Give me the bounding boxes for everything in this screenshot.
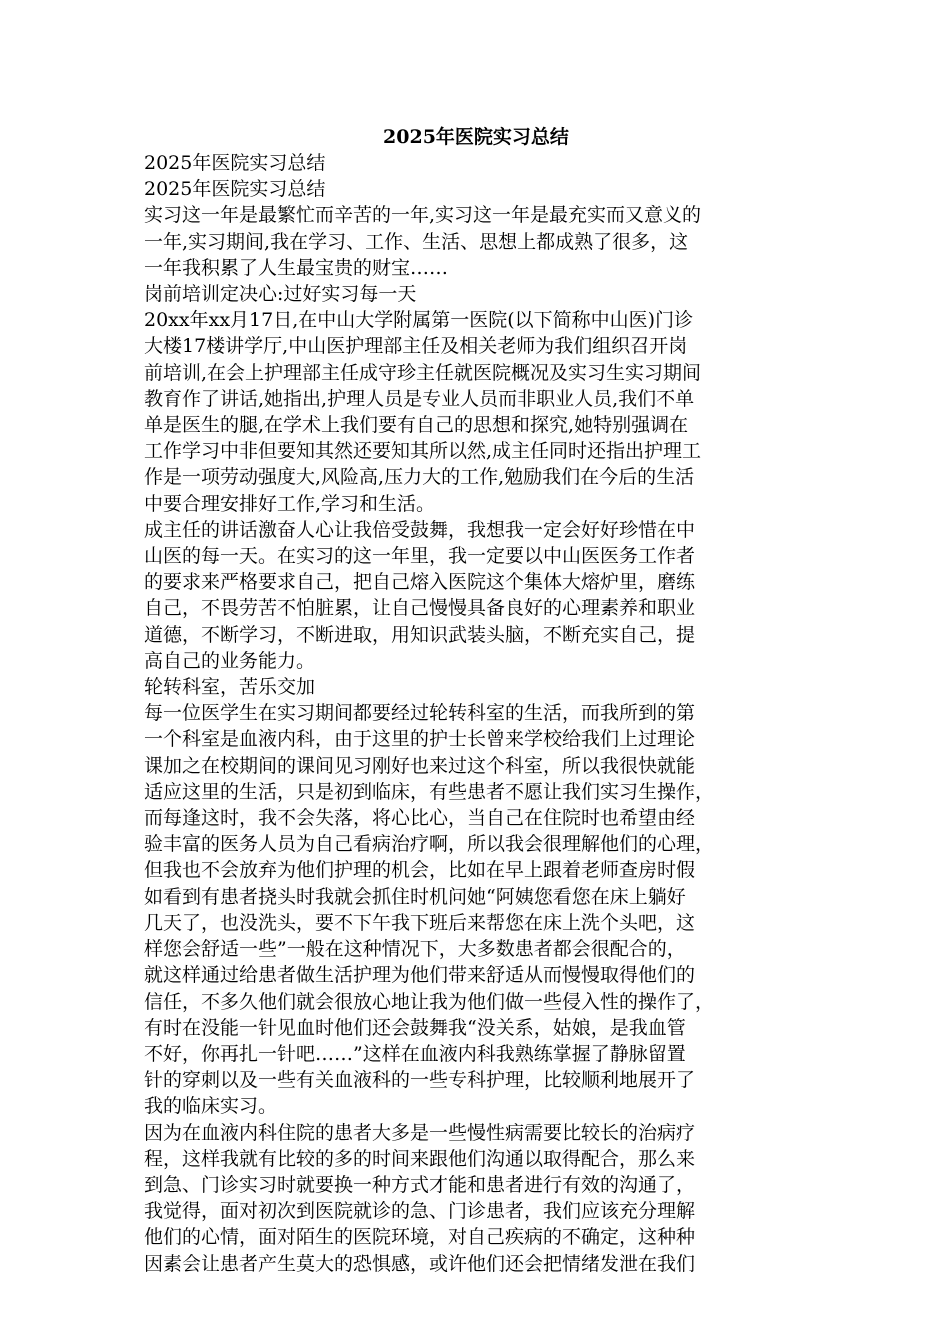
document-page: [144, 124, 808, 1277]
text-line: 一年,实习期间,我在学习、工作、生活、思想上都成熟了很多，这: [144, 230, 689, 253]
text-line: 适应这里的生活，只是初到临床，有些患者不愿让我们实习生操作，: [144, 780, 715, 803]
text-line: 我的临床实习。: [144, 1095, 278, 1118]
text-line: 不好，你再扎一针吧……”这样在血液内科我熟练掌握了静脉留置: [144, 1042, 686, 1065]
text-line: 教育作了讲话,她指出,护理人员是专业人员而非职业人员,我们不单: [144, 387, 695, 410]
text-line: 成主任的讲话激奋人心让我倍受鼓舞，我想我一定会好好珍惜在中: [144, 518, 696, 541]
text-line: 2025年医院实习总结: [144, 152, 326, 174]
text-line: 一个科室是血液内科，由于这里的护士长曾来学校给我们上过理论: [144, 728, 696, 751]
text-line: 山医的每一天。在实习的这一年里，我一定要以中山医医务工作者: [144, 545, 696, 568]
paragraph: [144, 674, 808, 700]
text-line: 因素会让患者产生莫大的恐惧感，或许他们还会把情绪发泄在我们: [144, 1252, 696, 1275]
text-line: 中要合理安排好工作,学习和生活。: [144, 492, 436, 515]
paragraph: [144, 517, 808, 674]
text-line: 2025年医院实习总结: [144, 178, 326, 201]
text-line: 一年我积累了人生最宝贵的财宝……: [144, 256, 449, 279]
document-title: 2025年医院实习总结: [383, 126, 569, 148]
paragraph: [144, 176, 808, 202]
text-line: 几天了，也没洗头，要不下午我下班后来帮您在床上洗个头吧，这: [144, 911, 696, 934]
text-line: 针的穿刺以及一些有关血液科的一些专科护理，比较顺利地展开了: [144, 1069, 696, 1092]
text-line: 作是一项劳动强度大,风险高,压力大的工作,勉励我们在今后的生活: [144, 466, 695, 489]
text-line: 因为在血液内科住院的患者大多是一些慢性病需要比较长的治病疗: [144, 1121, 696, 1144]
paragraph: [144, 281, 808, 307]
text-line: 实习这一年是最繁忙而辛苦的一年,实习这一年是最充实而又意义的: [144, 204, 702, 227]
document-body: [144, 150, 808, 1277]
text-line: 我觉得，面对初次到医院就诊的急、门诊患者，我们应该充分理解: [144, 1200, 696, 1223]
text-line: 就这样通过给患者做生活护理为他们带来舒适从而慢慢取得他们的: [144, 964, 696, 987]
text-line: 工作学习中非但要知其然还要知其所以然,成主任同时还指出护理工: [144, 440, 702, 463]
text-line: 大楼17楼讲学厅,中山医护理部主任及相关老师为我们组织召开岗: [144, 335, 688, 358]
text-line: 信任，不多久他们就会很放心地让我为他们做一些侵入性的操作了，: [144, 990, 715, 1013]
text-line: 高自己的业务能力。: [144, 649, 316, 672]
text-line: 轮转科室，苦乐交加: [144, 676, 316, 699]
text-line: 但我也不会放弃为他们护理的机会，比如在早上跟着老师查房时假: [144, 859, 696, 882]
text-line: 自己，不畏劳苦不怕脏累，让自己慢慢具备良好的心理素养和职业: [144, 597, 696, 620]
paragraph: [144, 150, 808, 176]
text-line: 而每逢这时，我不会失落，将心比心，当自己在住院时也希望由经: [144, 807, 696, 830]
text-line: 道德，不断学习，不断进取，用知识武装头脑，不断充实自己，提: [144, 623, 696, 646]
text-line: 程，这样我就有比较的多的时间来跟他们沟通以取得配合，那么来: [144, 1147, 696, 1170]
text-line: 每一位医学生在实习期间都要经过轮转科室的生活，而我所到的第: [144, 702, 696, 725]
text-line: 岗前培训定决心:过好实习每一天: [144, 283, 417, 306]
text-line: 样您会舒适一些”一般在这种情况下，大多数患者都会很配合的，: [144, 938, 686, 961]
text-line: 他们的心情，面对陌生的医院环境，对自己疾病的不确定，这种种: [144, 1226, 696, 1249]
text-line: 前培训,在会上护理部主任成守珍主任就医院概况及实习生实习期间: [144, 361, 702, 384]
paragraph: [144, 1120, 808, 1277]
paragraph: [144, 202, 808, 281]
paragraph: [144, 307, 808, 517]
text-line: 有时在没能一针见血时他们还会鼓舞我“没关系，姑娘，是我血管: [144, 1016, 686, 1039]
text-line: 如看到有患者挠头时我就会抓住时机问她“阿姨您看您在床上躺好: [144, 885, 686, 908]
text-line: 课加之在校期间的课间见习刚好也来过这个科室，所以我很快就能: [144, 754, 696, 777]
text-line: 单是医生的腿,在学术上我们要有自己的思想和探究,她特别强调在: [144, 414, 689, 437]
paragraph: [144, 700, 808, 1119]
text-line: 验丰富的医务人员为自己看病治疗啊，所以我会很理解他们的心理，: [144, 833, 715, 856]
text-line: 20xx年xx月17日,在中山大学附属第一医院(以下简称中山医)门诊: [144, 309, 694, 332]
text-line: 到急、门诊实习时就要换一种方式才能和患者进行有效的沟通了，: [144, 1173, 696, 1196]
text-line: 的要求来严格要求自己，把自己熔入医院这个集体大熔炉里，磨练: [144, 571, 696, 594]
